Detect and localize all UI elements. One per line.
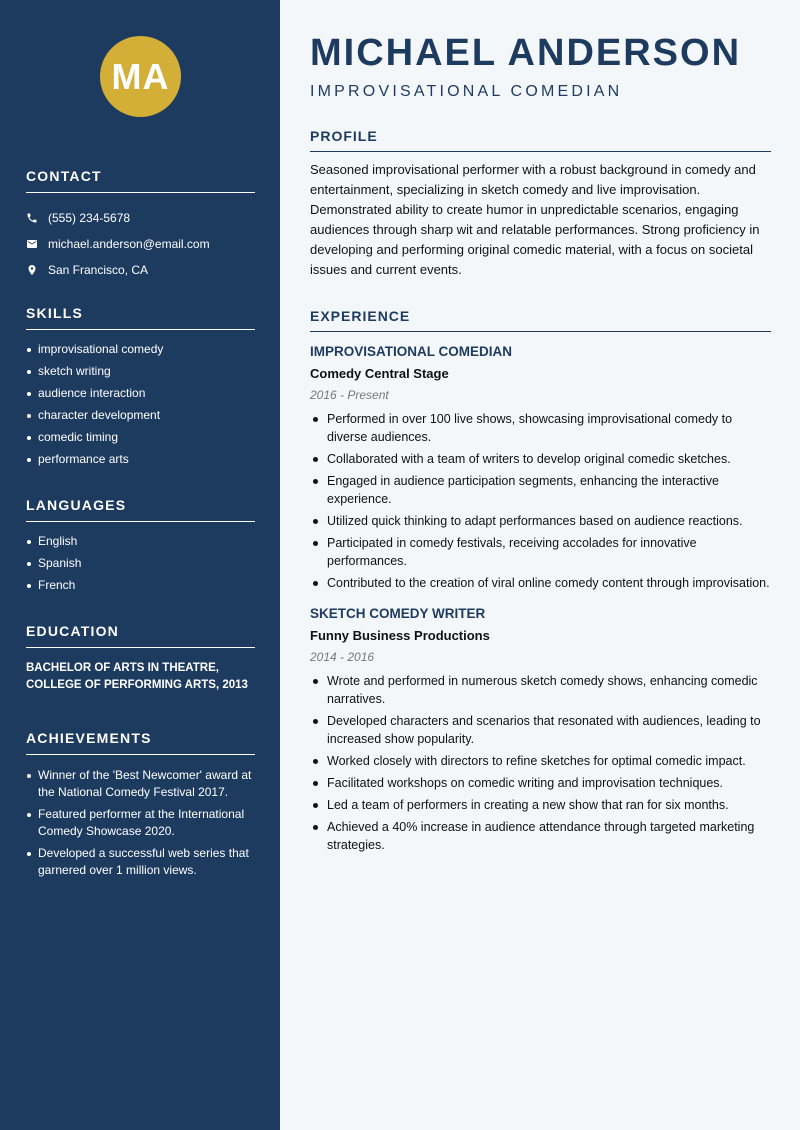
education-section (26, 623, 255, 694)
candidate-name: MICHAEL ANDERSON (310, 32, 742, 74)
mail-icon (26, 238, 38, 250)
education-title: EDUCATION (26, 623, 255, 648)
language-item: Spanish (26, 556, 255, 571)
candidate-role: IMPROVISATIONAL COMEDIAN (310, 83, 623, 100)
job-title: SKETCH COMEDY WRITER (310, 606, 486, 621)
skills-title: SKILLS (26, 305, 255, 330)
skills-section (26, 305, 255, 474)
achievement-item: Featured performer at the International Comedy Showcase 2020. (26, 806, 255, 840)
skill-item: character development (26, 408, 255, 423)
sidebar (0, 0, 280, 1130)
job-company: Comedy Central Stage (310, 366, 449, 381)
languages-title: LANGUAGES (26, 497, 255, 522)
languages-section (26, 497, 255, 600)
experience-title: EXPERIENCE (310, 308, 771, 332)
job-bullet: Contributed to the creation of viral online comedy content through improvisation. (310, 574, 771, 592)
profile-title: PROFILE (310, 128, 771, 152)
skill-item: sketch writing (26, 364, 255, 379)
job-bullet: Collaborated with a team of writers to develop original comedic sketches. (310, 450, 771, 468)
achievement-item: Developed a successful web series that garnered over 1 million views. (26, 845, 255, 879)
achievements-list (26, 767, 255, 879)
job-entry (310, 606, 771, 854)
job-bullet: Worked closely with directors to refine sketches for optimal comedic impact. (310, 752, 771, 770)
location-text: San Francisco, CA (48, 263, 149, 277)
job-bullet: Led a team of performers in creating a new show that ran for six months. (310, 796, 771, 814)
job-bullet: Wrote and performed in numerous sketch comedy shows, enhancing comedic narratives. (310, 672, 771, 708)
job-bullets (310, 672, 771, 854)
job-bullet: Utilized quick thinking to adapt performances based on audience reactions. (310, 512, 771, 530)
skill-item: comedic timing (26, 430, 255, 445)
languages-list (26, 534, 255, 593)
job-company: Funny Business Productions (310, 628, 490, 643)
contact-phone (26, 205, 255, 231)
education-degree: BACHELOR OF ARTS IN THEATRE, (26, 662, 219, 674)
email-link[interactable]: michael.anderson@email.com (48, 237, 210, 251)
job-bullets (310, 410, 771, 592)
contact-section (26, 168, 255, 283)
job-bullet: Developed characters and scenarios that resonated with audiences, leading to increased show popularity. (310, 712, 771, 748)
profile-text: Seasoned improvisational performer with a robust background in comedy and entertainment, specializing in sketch comedy and live improvisation. Demonstrated ability to create humor in unpredictable scenarios, engaging audiences through sharp wit and relatable performances. Strong proficiency in developing and performing original comedic material, with a focus on societal issues and current events. (310, 162, 760, 277)
achievements-title: ACHIEVEMENTS (26, 730, 255, 755)
language-item: French (26, 578, 255, 593)
education-school: COLLEGE OF PERFORMING ARTS, 2013 (26, 679, 248, 691)
contact-email (26, 231, 255, 257)
job-bullet: Achieved a 40% increase in audience attendance through targeted marketing strategies. (310, 818, 771, 854)
job-dates: 2016 - Present (310, 388, 389, 402)
job-dates: 2014 - 2016 (310, 650, 375, 664)
job-entry (310, 344, 771, 592)
profile-section (310, 128, 771, 280)
phone-text: (555) 234-5678 (48, 211, 131, 225)
achievement-item: Winner of the 'Best Newcomer' award at the National Comedy Festival 2017. (26, 767, 255, 801)
skills-list (26, 342, 255, 467)
job-bullet: Participated in comedy festivals, receiving accolades for innovative performances. (310, 534, 771, 570)
language-item: English (26, 534, 255, 549)
skill-item: audience interaction (26, 386, 255, 401)
phone-icon (26, 212, 38, 224)
job-bullet: Performed in over 100 live shows, showcasing improvisational comedy to diverse audiences. (310, 410, 771, 446)
avatar-initials: MA (111, 55, 170, 97)
location-pin-icon (26, 264, 38, 276)
experience-section (310, 308, 771, 858)
job-bullet: Facilitated workshops on comedic writing and improvisation techniques. (310, 774, 771, 792)
skill-item: improvisational comedy (26, 342, 255, 357)
skill-item: performance arts (26, 452, 255, 467)
contact-location (26, 257, 255, 283)
contact-title: CONTACT (26, 168, 255, 193)
avatar (100, 36, 181, 117)
achievements-section (26, 730, 255, 884)
job-title: IMPROVISATIONAL COMEDIAN (310, 344, 513, 359)
job-bullet: Engaged in audience participation segments, enhancing the interactive experience. (310, 472, 771, 508)
